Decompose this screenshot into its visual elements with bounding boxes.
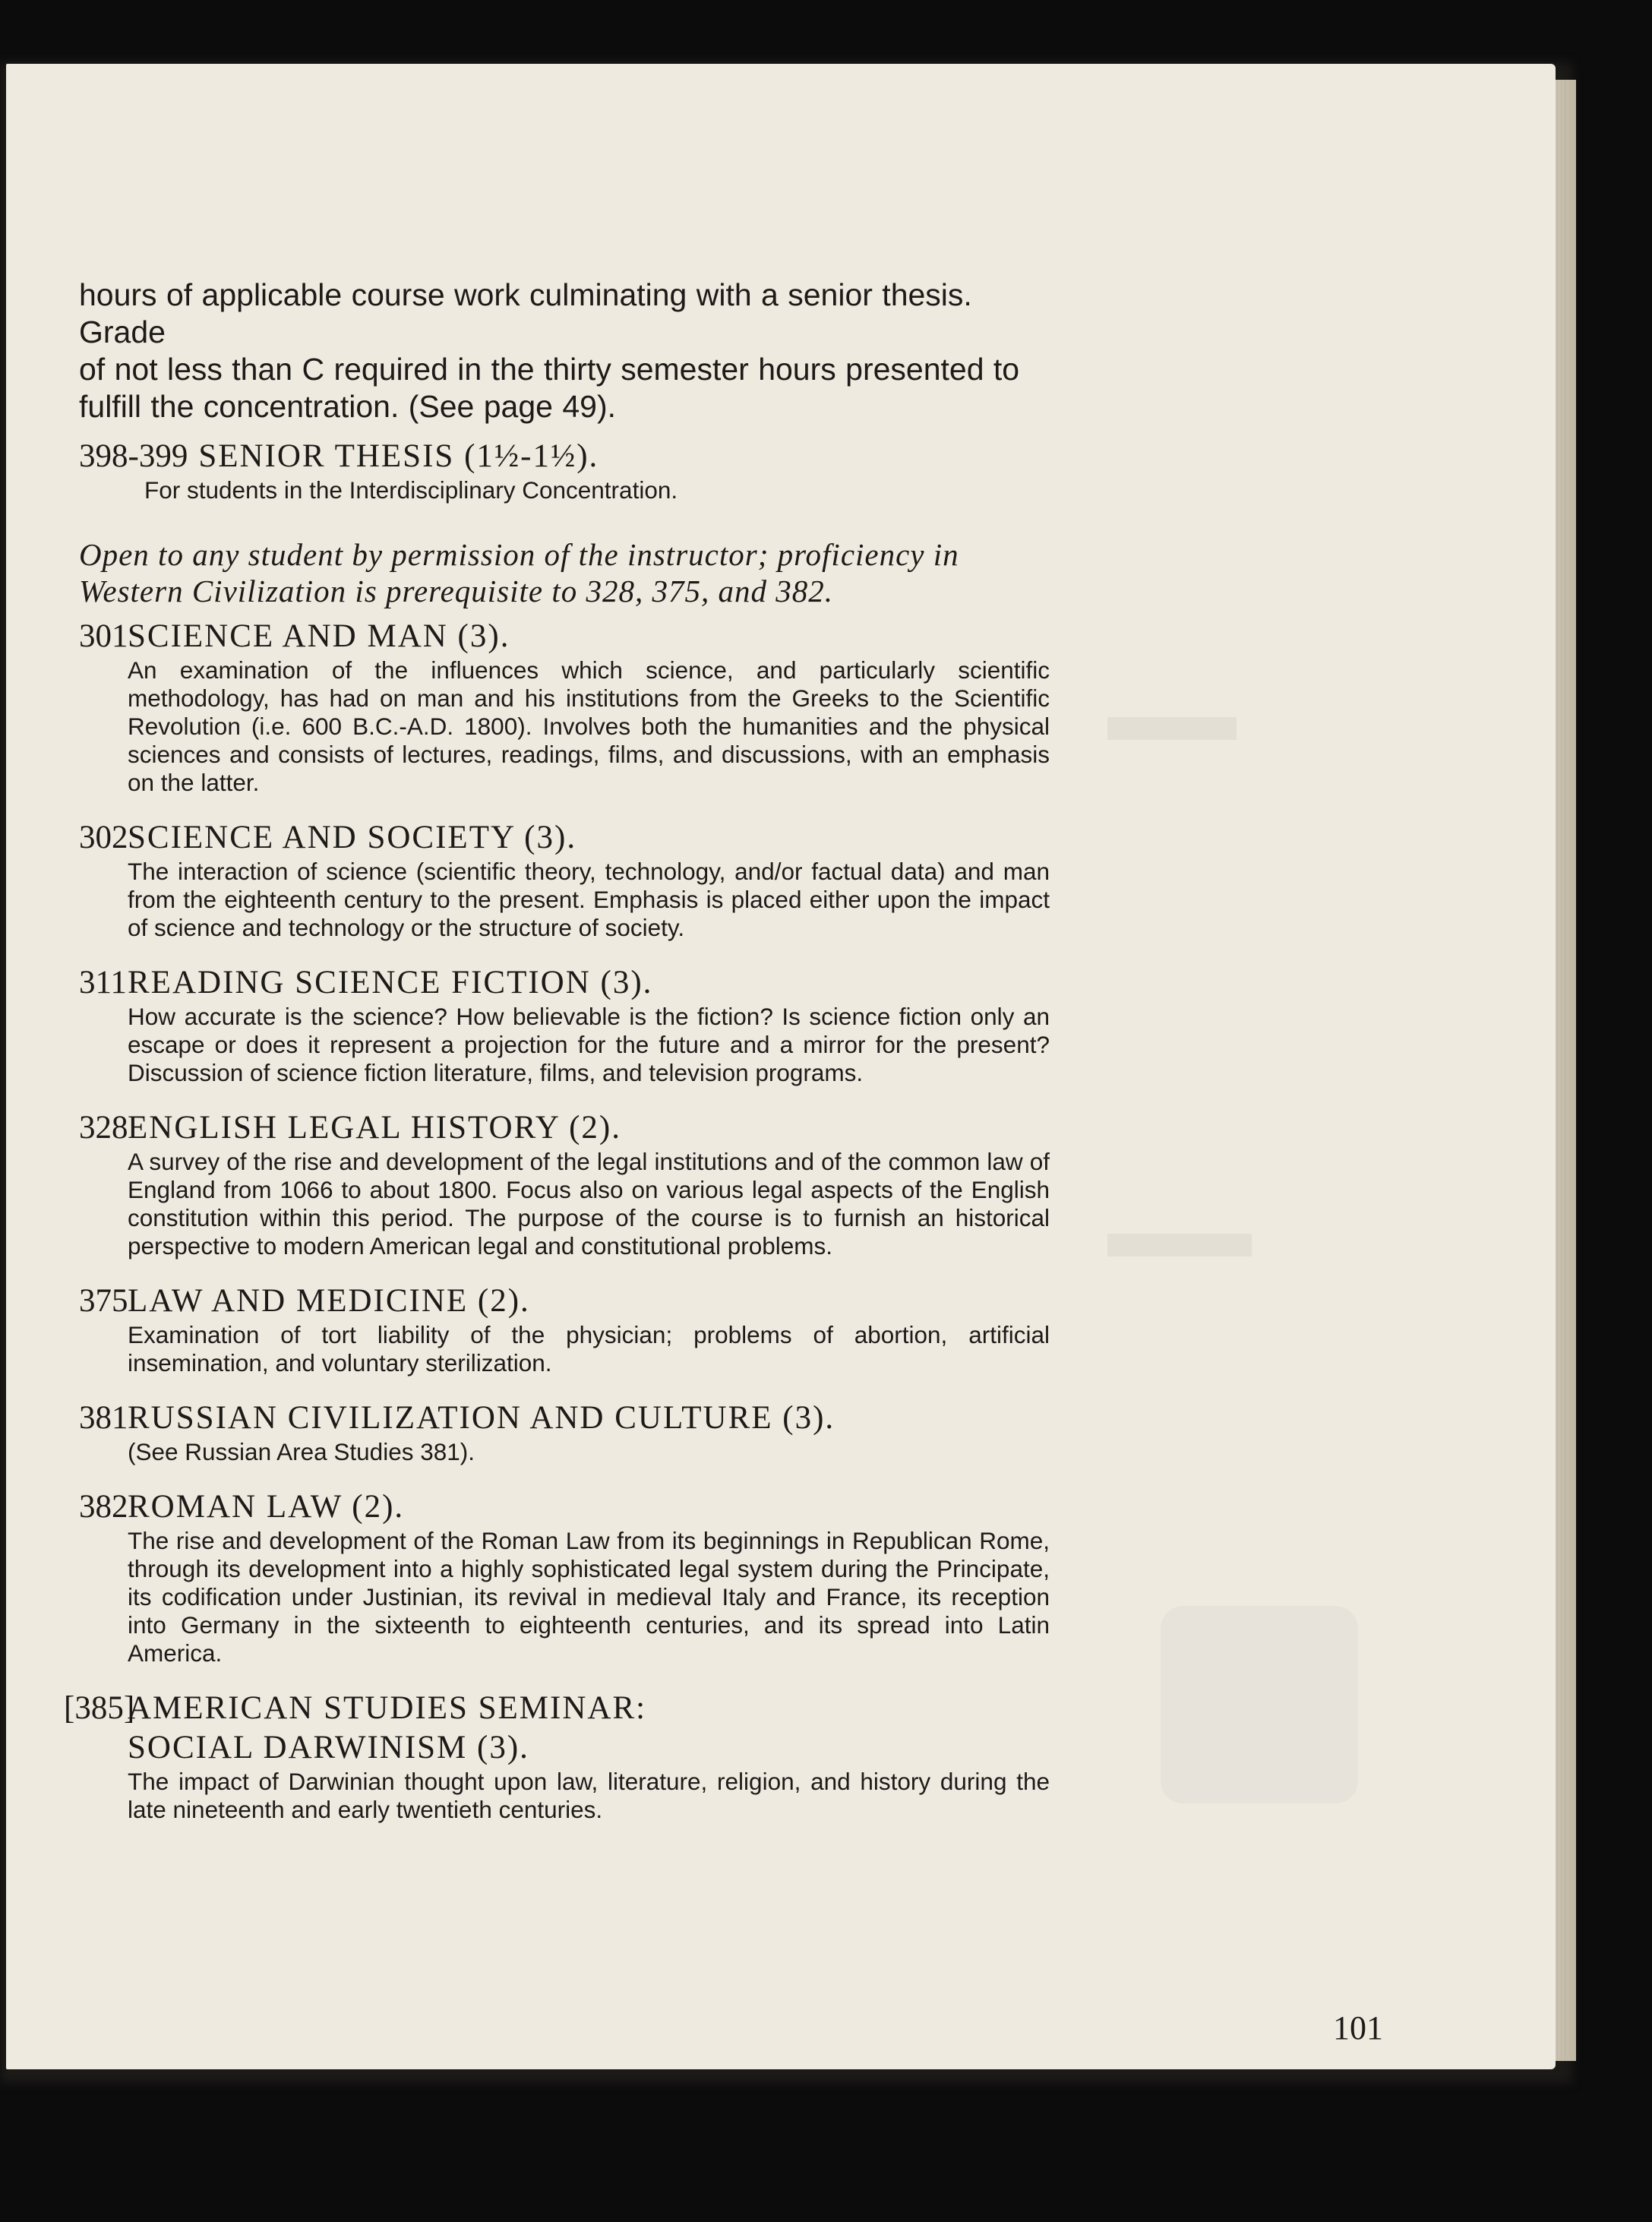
- course-description: Examination of tort liability of the physician; problems of abortion, artificial insemination, and voluntary sterilization.: [128, 1321, 1050, 1377]
- course-number: 301: [79, 618, 128, 654]
- course-number: 382: [79, 1489, 128, 1525]
- prerequisite-note: [79, 536, 1050, 609]
- course-number: 328: [79, 1110, 128, 1146]
- course-heading: [79, 1399, 1050, 1438]
- course-title: ENGLISH LEGAL HISTORY (2).: [128, 1110, 621, 1146]
- course-entry: [79, 963, 1050, 1087]
- course-entry: [79, 1487, 1050, 1667]
- course-heading: [79, 818, 1050, 858]
- course-heading: [79, 1282, 1050, 1321]
- course-description: The interaction of science (scientific theory, technology, and/or factual data) and man from the eighteenth century to the present. Emphasis is placed either upon the impact of science and technology or the structure of society.: [128, 858, 1050, 941]
- course-heading: [79, 437, 1050, 476]
- page-number: 101: [1333, 2009, 1383, 2047]
- course-entry: [79, 818, 1050, 942]
- intro-line: hours of applicable course work culminating with a senior thesis. Grade: [79, 277, 972, 349]
- course-number: 381: [79, 1400, 128, 1436]
- course-description: For students in the Interdisciplinary Concentration.: [144, 476, 678, 504]
- course-entry: [64, 1689, 1050, 1824]
- course-listing: [64, 277, 1050, 1824]
- course-entry: [79, 1399, 1050, 1466]
- course-number: 311: [79, 965, 127, 1000]
- course-title: RUSSIAN CIVILIZATION AND CULTURE (3).: [128, 1400, 835, 1436]
- course-number: 398-399: [79, 438, 188, 474]
- thesis-entry: [79, 437, 1050, 504]
- course-title: SCIENCE AND SOCIETY (3).: [128, 820, 577, 855]
- show-through-image: [1161, 1606, 1358, 1803]
- course-heading: [79, 1108, 1050, 1148]
- course-heading: [79, 963, 1050, 1003]
- course-heading: [64, 1689, 1050, 1768]
- course-heading: [79, 617, 1050, 656]
- course-number: [385]: [64, 1690, 135, 1726]
- course-description: An examination of the influences which science, and particularly scientific methodology, has had on man and his institutions from the Greeks to the Scientific Revolution (i.e. 600 B.C.-A.D. 1800). Involves both the humanities and the physical sciences and consists of lectures, readings, films, and discussions, with an emphasis on the latter.: [128, 656, 1050, 796]
- course-entry: [79, 617, 1050, 797]
- show-through-mark: [1107, 1234, 1252, 1256]
- course-entry: [79, 1282, 1050, 1377]
- intro-line: fulfill the concentration. (See page 49).: [79, 389, 616, 424]
- intro-paragraph: [79, 277, 1050, 425]
- course-title: ROMAN LAW (2).: [128, 1489, 405, 1525]
- note-line: Open to any student by permission of the instructor; proficiency in: [79, 537, 959, 572]
- course-description: The rise and development of the Roman Law from its beginnings in Republican Rome, through its development into a highly sophisticated legal system during the Principate, its codification under Justinian, its revival in medieval Italy and France, its reception into Germany in the sixteenth to eighteenth centuries, and its spread into Latin America.: [128, 1527, 1050, 1667]
- intro-line: of not less than C required in the thirty semester hours presented to: [79, 352, 1020, 387]
- course-description: How accurate is the science? How believable is the fiction? Is science fiction only an escape or does it represent a projection for the future and a mirror for the present? Discussion of science fiction literature, films, and television programs.: [128, 1003, 1050, 1086]
- course-description: A survey of the rise and development of the legal institutions and of the common law of England from 1066 to about 1800. Focus also on various legal aspects of the English constitution within this period. The purpose of the course is to furnish an historical perspective to modern American legal and constitutional problems.: [128, 1148, 1050, 1260]
- course-title: READING SCIENCE FICTION (3).: [128, 965, 653, 1000]
- course-entry: [79, 1108, 1050, 1260]
- course-title: AMERICAN STUDIES SEMINAR: SOCIAL DARWINISM (3).: [128, 1690, 647, 1765]
- course-description: The impact of Darwinian thought upon law, literature, religion, and history during the late nineteenth and early twentieth centuries.: [128, 1768, 1050, 1823]
- course-heading: [79, 1487, 1050, 1527]
- course-description: (See Russian Area Studies 381).: [128, 1438, 475, 1465]
- course-title: SCIENCE AND MAN (3).: [128, 618, 510, 654]
- course-title: LAW AND MEDICINE (2).: [128, 1283, 530, 1319]
- note-line: Western Civilization is prerequisite to 328, 375, and 382.: [79, 574, 834, 608]
- show-through-mark: [1107, 717, 1237, 740]
- course-number: 375: [79, 1283, 128, 1319]
- course-number: 302: [79, 820, 128, 855]
- course-title: SENIOR THESIS (1½-1½).: [198, 438, 599, 474]
